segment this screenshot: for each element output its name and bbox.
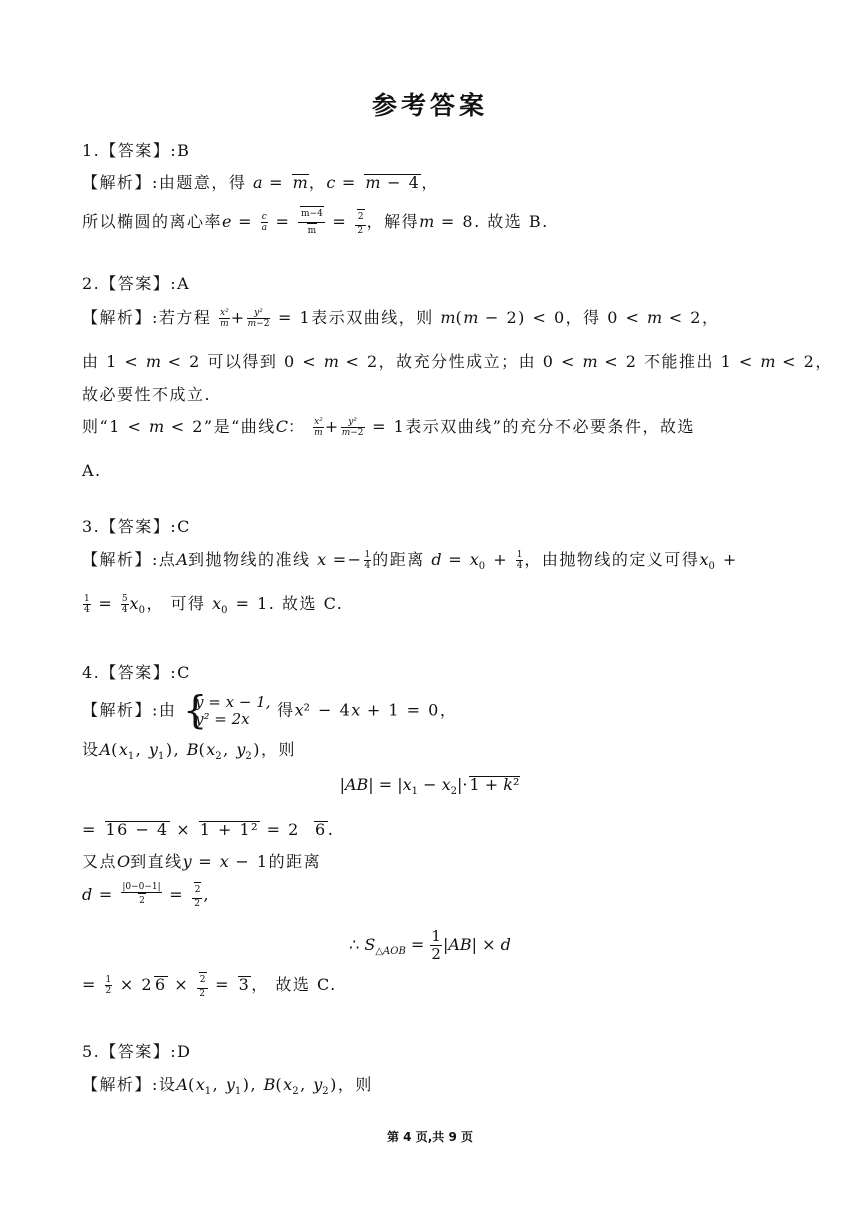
q2-analysis-line-3: 故必要性不成立. xyxy=(82,385,212,404)
q2-analysis-line-1: 【解析】:若方程 $\frac{\text{x²}}{m}$ + $\frac{\text{y²}}{m-2}$ = 1表示双曲线，则 m(m − 2) < 0，得 0 < m < 2， xyxy=(82,308,720,329)
q4-formula-area: ∴ $S_{\triangle AOB}$ = $\frac{1}{2}$ |AB| × d xyxy=(349,927,511,963)
q1-answer-line: 1.【答案】:B xyxy=(82,141,191,160)
q2-answer-line: 2.【答案】:A xyxy=(82,274,191,293)
q2-analysis-line-2: 由 1 < m < 2 可以得到 0 < m < 2，故充分性成立；由 0 < m < 2 不能推出 1 < m < 2， xyxy=(82,352,833,371)
q2-analysis-line-4: 则“1 < m < 2”是“曲线C： $\frac{\text{x²}}{m}$ + $\frac{\text{y²}}{m-2}$ = 1表示双曲线”的充分不必要条件，故选 xyxy=(82,417,695,438)
q5-analysis-line-1: 【解析】:设$A(x_1$, $y_1$), $B(x_2$, $y_2$)，则 xyxy=(82,1075,373,1098)
equation-system: { y = x − 1, y² = 2x xyxy=(183,688,271,732)
q3-analysis-line-2: $\frac{1}{4}$ = $\frac{5}{4}$ $x_0$， 可得 $x_0 = 1$. 故选 C. xyxy=(84,594,344,617)
q4-formula-ab: $|AB| = |x_1 - x_2|\cdot 1 + k^2$ xyxy=(339,775,520,798)
q4-analysis-line-3: = 16 − 4 × 1 + 1² = 2 6. xyxy=(82,820,335,839)
q4-analysis-line-1: 【解析】:由 { y = x − 1, y² = 2x 得x² − 4x + 1 = 0， xyxy=(82,688,458,732)
page-footer: 第 4 页,共 9 页 xyxy=(387,1130,473,1144)
q1-analysis-line-1: 【解析】:由题意，得 a = m，c = m − 4， xyxy=(82,173,439,192)
q4-answer-line: 4.【答案】:C xyxy=(82,663,191,682)
q3-answer-line: 3.【答案】:C xyxy=(82,517,191,536)
page-title: 参考答案 xyxy=(371,91,488,120)
q2-analysis-line-5: A. xyxy=(82,461,102,480)
q4-analysis-line-2: 设$A(x_1$, $y_1$), $B(x_2$, $y_2$)，则 xyxy=(82,740,297,763)
q3-analysis-line-1: 【解析】:点A到抛物线的准线 x =− $\frac{1}{4}$ 的距离 $d = x_0$ + $\frac{1}{4}$ ，由抛物线的定义可得$x_0$ + xyxy=(82,550,738,573)
q1-analysis-line-2: 所以椭圆的离心率e = $\frac{c}{a}$ = $\frac{m-4}{m}$ = $\frac{2}{2}$ ，解得m = 8. 故选 B. xyxy=(82,206,549,239)
q4-analysis-line-5: d = $\frac{|0-0-1|}{2}$ = $\frac{2}{2}$ , xyxy=(82,882,211,909)
q4-analysis-line-4: 又点O到直线y = x − 1的距离 xyxy=(82,852,322,871)
q5-answer-line: 5.【答案】:D xyxy=(82,1042,192,1061)
q4-analysis-line-6: = $\frac{1}{2}$ × 2 6 × $\frac{2}{2}$ = 3， 故选 C. xyxy=(82,972,337,999)
